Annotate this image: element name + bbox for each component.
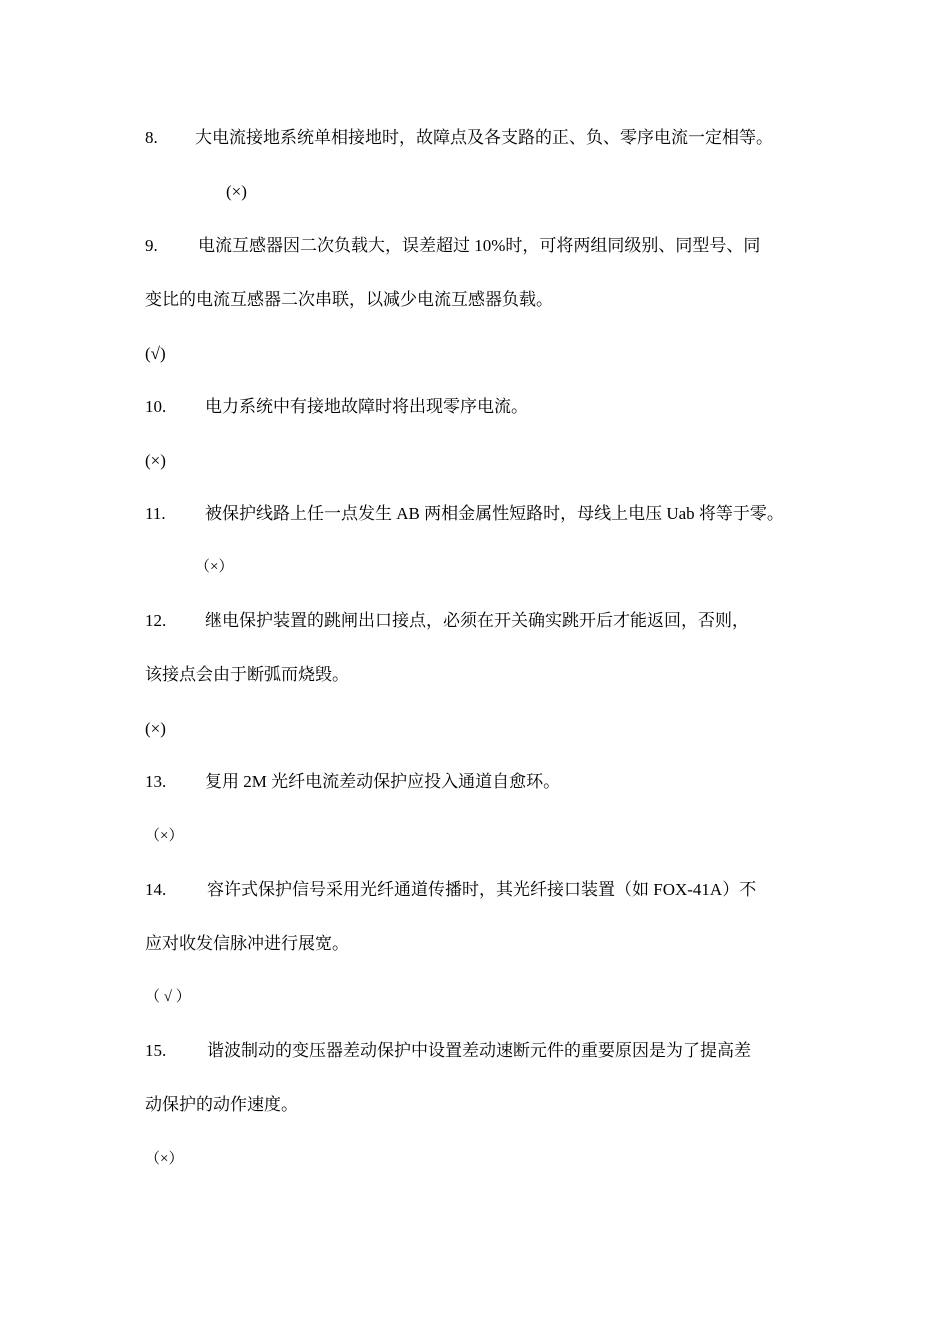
question-number: 8.: [145, 128, 158, 147]
question-14: [145, 880, 166, 900]
answer-mark: (×): [226, 182, 247, 201]
question-text: 复用 2M 光纤电流差动保护应投入通道自愈环。: [205, 772, 561, 791]
question-number: 15.: [145, 1041, 167, 1060]
question-number: 10.: [145, 397, 167, 416]
question-11: [145, 504, 166, 524]
question-8: [145, 128, 158, 148]
question-number: 12.: [145, 611, 167, 630]
question-text-continuation: 动保护的动作速度。: [145, 1095, 298, 1114]
question-text: 被保护线路上任一点发生 AB 两相金属性短路时，母线上电压 Uab 将等于零。: [205, 504, 784, 523]
answer-mark: （×）: [195, 559, 234, 575]
question-number: 9.: [145, 236, 158, 255]
answer-mark: (×): [145, 451, 166, 470]
question-9: [145, 236, 158, 256]
answer-mark: (√): [145, 344, 166, 363]
question-15: [145, 1041, 166, 1061]
answer-mark: （ √ ）: [145, 989, 191, 1005]
question-number: 13.: [145, 772, 167, 791]
question-number: 14.: [145, 880, 167, 899]
question-13: [145, 772, 166, 792]
question-text-continuation: 该接点会由于断弧而烧毁。: [145, 665, 349, 684]
question-text-continuation: 变比的电流互感器二次串联，以减少电流互感器负载。: [145, 290, 553, 309]
question-text: 电力系统中有接地故障时将出现零序电流。: [205, 397, 528, 416]
answer-mark: （×）: [145, 828, 184, 844]
question-text: 大电流接地系统单相接地时，故障点及各支路的正、负、零序电流一定相等。: [195, 128, 773, 147]
question-text: 继电保护装置的跳闸出口接点，必须在开关确实跳开后才能返回，否则，: [205, 611, 749, 630]
answer-mark: (×): [145, 719, 166, 738]
question-text: 电流互感器因二次负载大，误差超过 10%时，可将两组同级别、同型号、同: [198, 236, 761, 255]
question-12: [145, 611, 166, 631]
question-text: 谐波制动的变压器差动保护中设置差动速断元件的重要原因是为了提高差: [207, 1041, 751, 1060]
question-number: 11.: [145, 504, 166, 523]
question-text-continuation: 应对收发信脉冲进行展宽。: [145, 934, 349, 953]
question-10: [145, 397, 166, 417]
question-text: 容许式保护信号采用光纤通道传播时，其光纤接口装置（如 FOX-41A）不: [207, 880, 757, 899]
answer-mark: （×）: [145, 1151, 184, 1167]
